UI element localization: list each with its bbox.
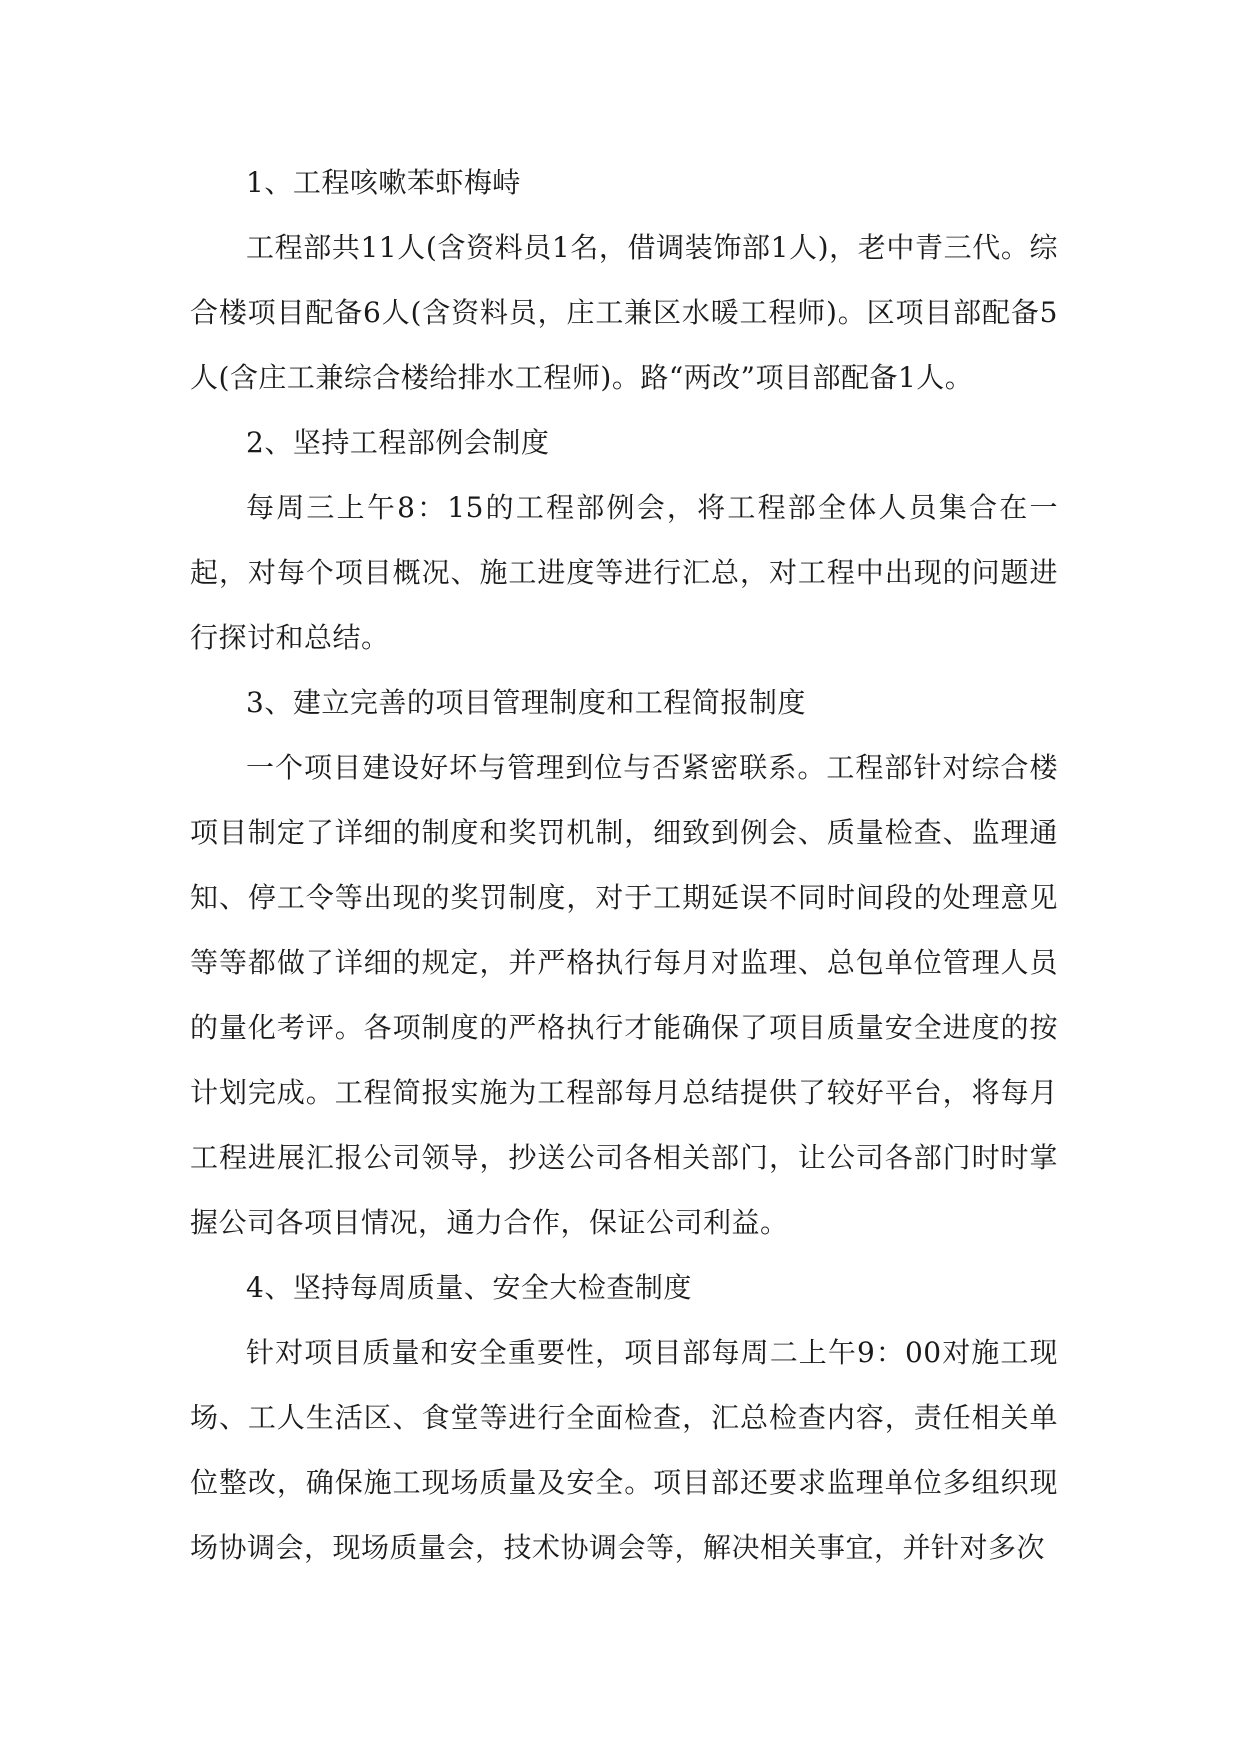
section-paragraph-1: 工程部共11人(含资料员1名，借调装饰部1人)，老中青三代。综合楼项目配备6人(含资料员，庄工兼区水暖工程师)。区项目部配备5人(含庄工兼综合楼给排水工程师)。路“两改”项目部配备1人。 [190,231,1058,394]
section-paragraph-2: 每周三上午8：15的工程部例会，将工程部全体人员集合在一起，对每个项目概况、施工进度等进行汇总，对工程中出现的问题进行探讨和总结。 [190,491,1058,654]
document-body [190,150,1058,1580]
section-heading-2: 2、坚持工程部例会制度 [246,426,550,459]
section-paragraph-4: 针对项目质量和安全重要性，项目部每周二上午9：00对施工现场、工人生活区、食堂等进行全面检查，汇总检查内容，责任相关单位整改，确保施工现场质量及安全。项目部还要求监理单位多组织现场协调会，现场质量会，技术协调会等，解决相关事宜，并针对多次 [190,1336,1058,1564]
section-heading-1: 1、工程咳嗽苯虾梅峙 [246,166,521,199]
section-paragraph-3: 一个项目建设好坏与管理到位与否紧密联系。工程部针对综合楼项目制定了详细的制度和奖罚机制，细致到例会、质量检查、监理通知、停工令等出现的奖罚制度，对于工期延误不同时间段的处理意见等等都做了详细的规定，并严格执行每月对监理、总包单位管理人员的量化考评。各项制度的严格执行才能确保了项目质量安全进度的按计划完成。工程简报实施为工程部每月总结提供了较好平台，将每月工程进展汇报公司领导，抄送公司各相关部门，让公司各部门时时掌握公司各项目情况，通力合作，保证公司利益。 [190,751,1058,1239]
section-heading-4: 4、坚持每周质量、安全大检查制度 [246,1271,692,1304]
section-heading-3: 3、建立完善的项目管理制度和工程简报制度 [246,686,806,719]
